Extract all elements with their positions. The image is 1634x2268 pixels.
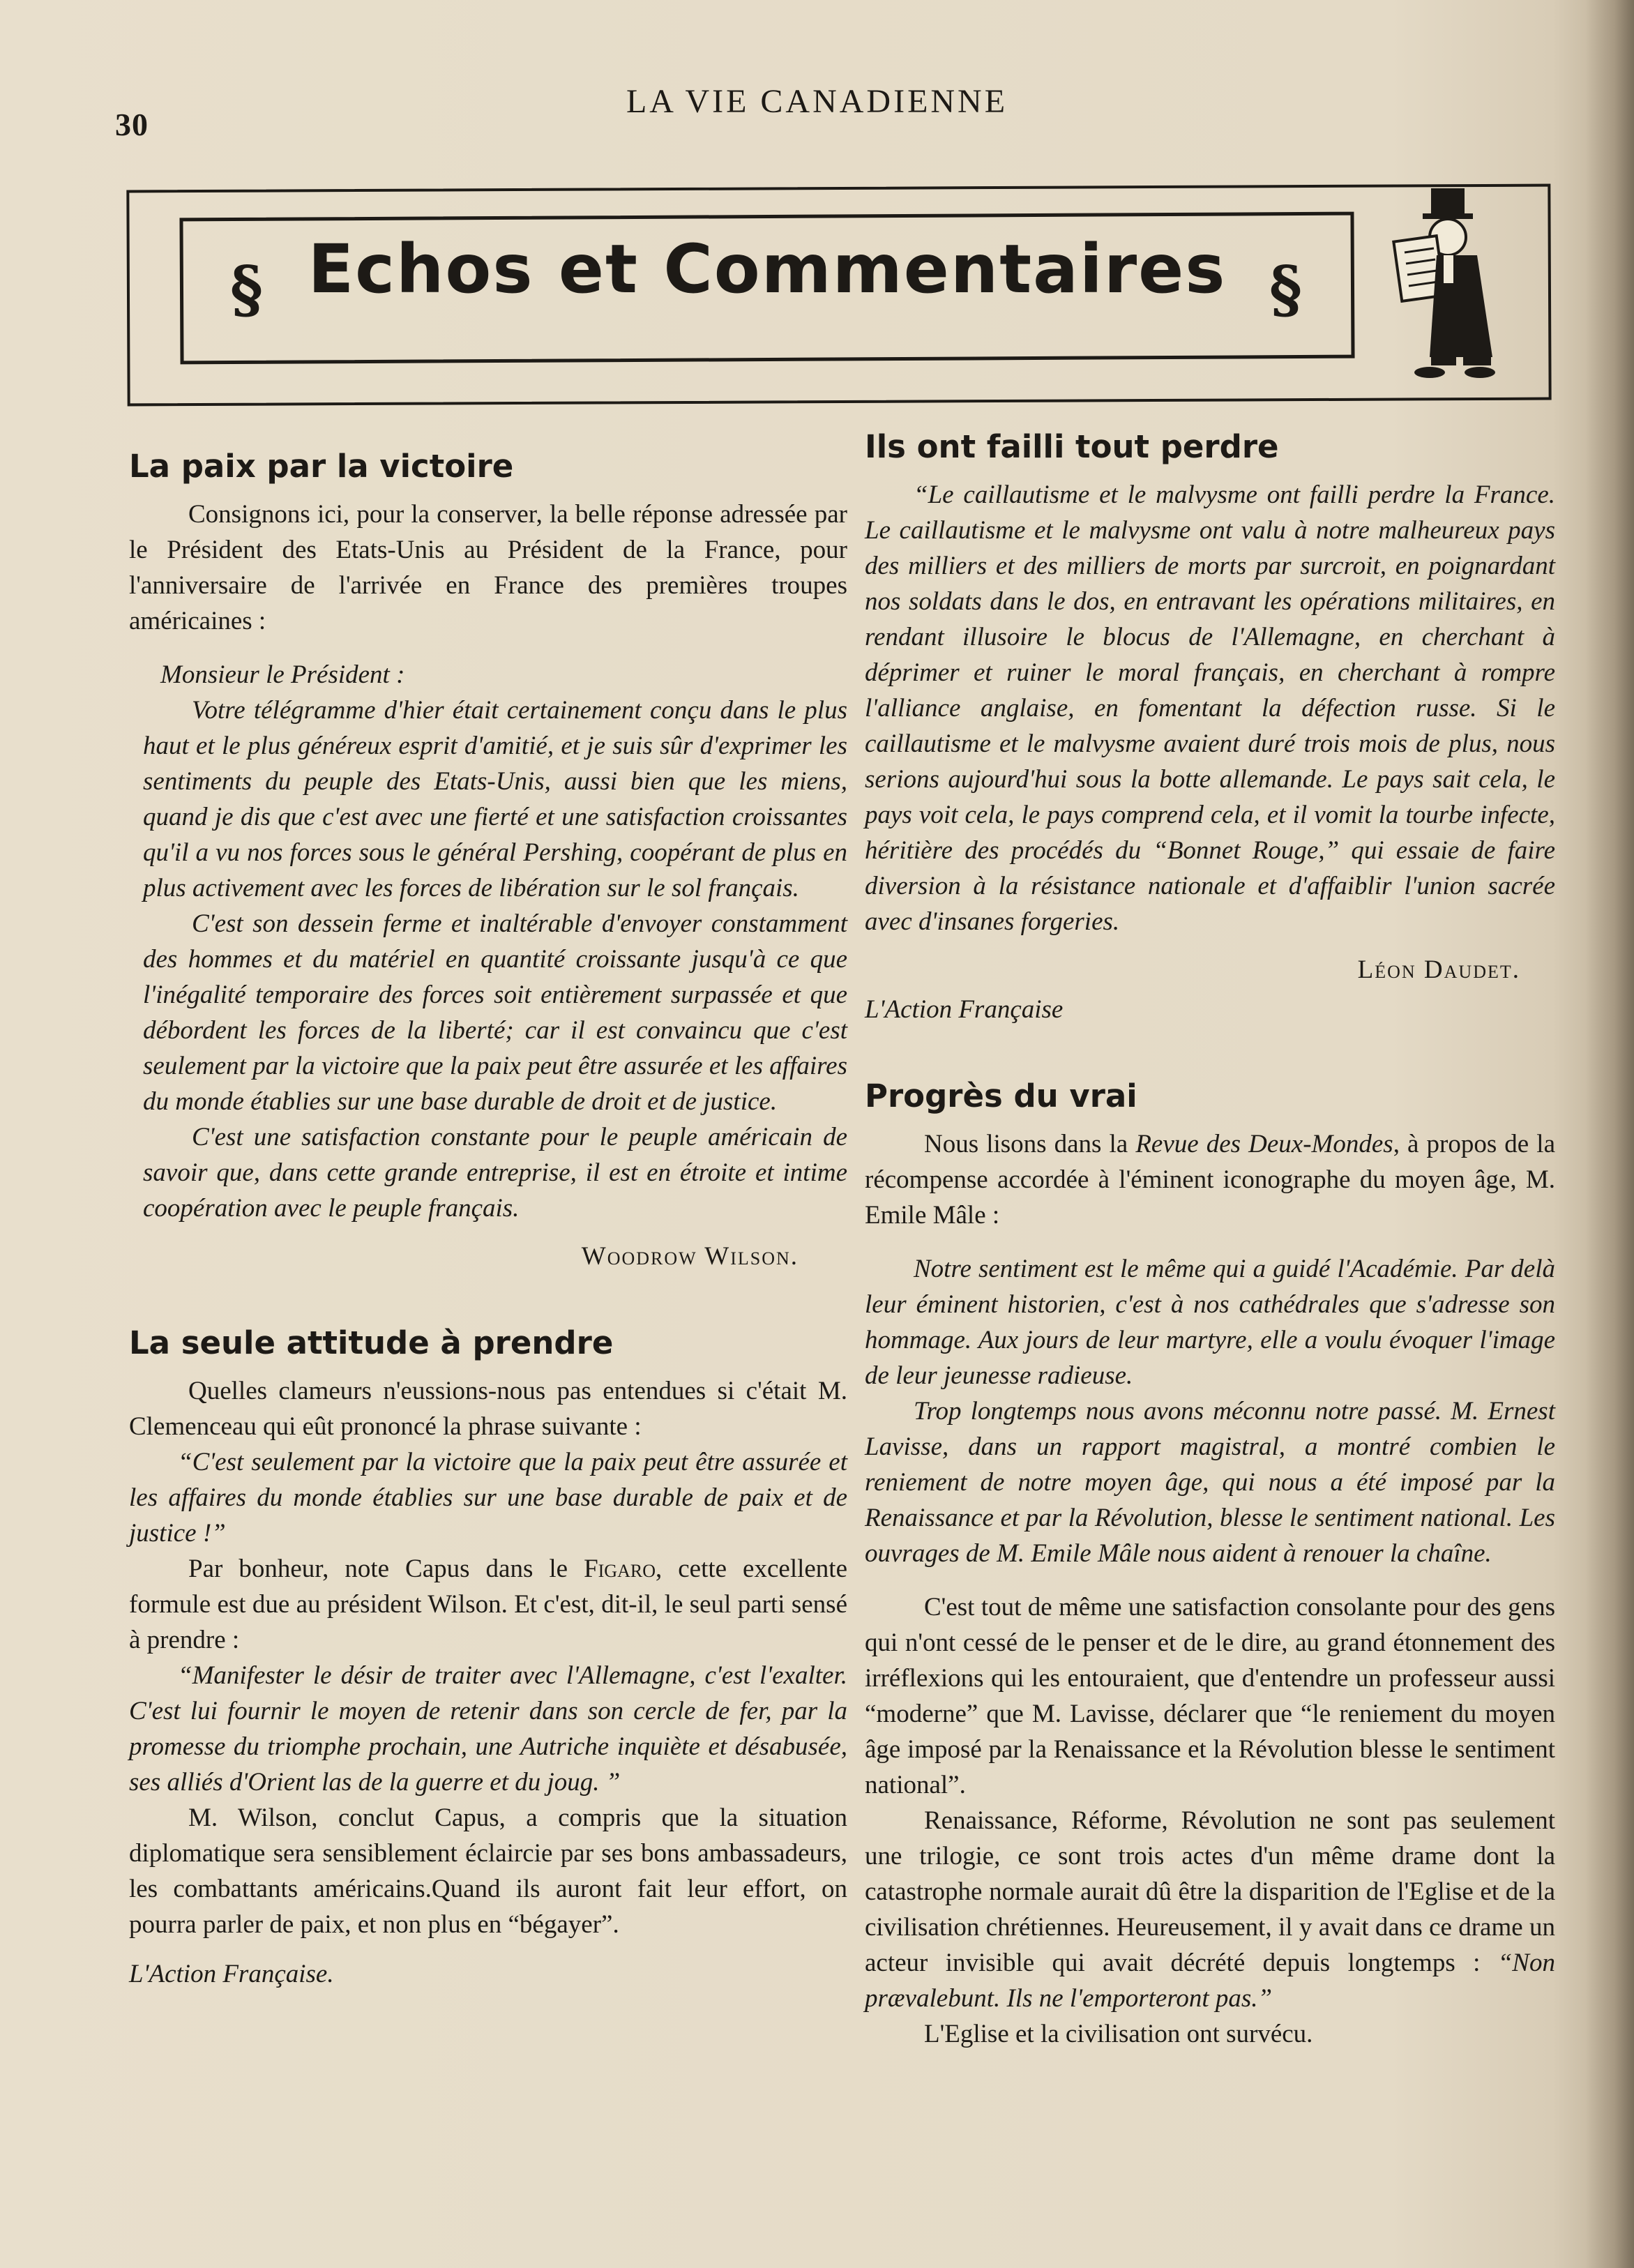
quote: “Manifester le désir de traiter avec l'Allemagne, c'est l'exalter. C'est lui fournir le moyen de retenir dans son cercle de fer, par la promesse du triomphe prochain, une Autriche inquiète et désabusée, ses alliés d'Orient las de la guerre et du joug. ” — [129, 1661, 847, 1797]
right-column — [865, 427, 1555, 2052]
text-run: Par bonheur, note Capus dans le — [188, 1555, 584, 1583]
man-reading-newspaper-icon — [1388, 183, 1520, 381]
wilson-letter — [129, 693, 847, 1226]
heading-ils-ont-failli: Ils ont failli tout perdre — [865, 428, 1279, 465]
section-title: Echos et Commentaires — [308, 230, 1227, 308]
paragraph: C'est une satisfaction constante pour le peuple américain de savoir que, dans cette grande entreprise, il est en étroite et intime coopération avec le peuple français. — [143, 1123, 847, 1223]
quote: Notre sentiment est le même qui a guidé l'Académie. Par delà leur éminent historien, c'est à nos cathédrales que s'adresse son hommage. Aux jours de leur martyre, elle a voulu évoquer l'image de leur jeunesse radieuse. — [865, 1255, 1555, 1390]
heading-progres-du-vrai: Progrès du vrai — [865, 1078, 1137, 1114]
paragraph: Votre télégramme d'hier était certainement conçu dans le plus haut et le plus généreux esprit d'amitié, et je suis sûr d'exprimer les sentiments du peuple des Etats-Unis, aussi bien que les miens, quand je dis que c'est avec une fierté et une satisfaction croissantes qu'il a vu nos forces sous le général Pershing, coopérant de plus en plus activement avec les forces de libération sur le sol français. — [143, 696, 847, 902]
paragraph — [865, 1126, 1555, 1233]
text-run: , à propos de la récompense accordée à l'éminent iconographe du moyen âge, M. Emile Mâle : — [865, 1130, 1556, 1230]
source: L'Action Française. — [129, 1960, 334, 1988]
heading-la-seule-attitude: La seule attitude à prendre — [129, 1324, 614, 1361]
ornament-left-icon: § — [230, 252, 264, 326]
paragraph: C'est son dessein ferme et inaltérable d'envoyer constamment des hommes et du matériel en quantité croissante jusqu'à ce que l'inégalité temporaire des forces soit entièrement surpassée et que débordent les forces de la liberté; car il est convaincu que c'est seulement par la victoire que la paix peut être assurée et les affaires du monde établies sur une base durable de droit et de justice. — [143, 909, 847, 1116]
paragraph: Consignons ici, pour la conserver, la belle réponse adressée par le Président des Etats-Unis au Président de la France, pour l'anniversaire de l'arrivée en France des premières troupes américaines : — [129, 500, 847, 635]
paragraph: L'Eglise et la civilisation ont survécu. — [924, 2020, 1313, 2048]
quote: “C'est seulement par la victoire que la paix peut être assurée et les affaires du monde établies sur une base durable de paix et de justice !” — [129, 1448, 847, 1548]
source: L'Action Française — [865, 995, 1064, 1024]
paragraph: C'est tout de même une satisfaction consolante pour des gens qui n'ont cessé de le penser et de le dire, au grand étonnement des irréflexions qui les entouraient, que d'entendre un professeur aussi “moderne” que M. Lavisse, déclarer que “le reniement du moyen âge imposé par la Renaissance et la Révolution blesse le sentiment national”. — [865, 1593, 1555, 1799]
text-run: , cette excellente formule est due au président Wilson. Et c'est, dit-il, le seul parti sensé à prendre : — [129, 1555, 848, 1654]
ornament-right-icon: § — [1269, 252, 1303, 326]
paragraph — [129, 1551, 847, 1658]
signature: Woodrow Wilson. — [581, 1242, 799, 1271]
page-number: 30 — [115, 107, 149, 142]
quote: “Le caillautisme et le malvysme ont failli perdre la France. Le caillautisme et le malvysme ont valu à notre malheureux pays des milliers et des milliers de morts par surcroit, en poignardant nos soldats dans le dos, en entravant les opérations militaires, en rendant illusoire le blocus de l'Allemagne, en cherchant à déprimer et ruiner le moral français, en cherchant à rompre l'alliance anglaise, en fomentant la défection russe. Si le caillautisme et le malvysme avaient duré trois mois de plus, nous serions aujourd'hui sous la botte allemande. Le pays sait cela, le pays voit cela, le pays comprend cela, et il vomit la tourbe infecte, héritière des procédés du “Bonnet Rouge,” qui essaie de faire diversion à la résistance nationale et d'affaiblir l'union sacrée avec d'insanes forgeries. — [865, 481, 1555, 936]
page-spine-shadow — [1585, 0, 1634, 2268]
paragraph: M. Wilson, conclut Capus, a compris que la situation diplomatique sera sensiblement éclaircie par ses bons ambassadeurs, les combattants américains.Quand ils auront fait leur effort, on pourra parler de paix, et non plus en “bégayer”. — [129, 1804, 847, 1939]
paragraph — [865, 1803, 1555, 2016]
text-run: Renaissance, Réforme, Révolution ne sont pas seulement une trilogie, ce sont trois actes d'un même drame dont la catastrophe normale aurait dû être la disparition de l'Eglise et de la civilisation chrétiennes. Heureusement, il y avait dans ce drame un acteur invisible qui avait décrété depuis longtemps : — [865, 1806, 1555, 1977]
latin-quote: “Non prævalebunt. Ils ne l'emporteront pas.” — [865, 1949, 1555, 2013]
paragraph: Quelles clameurs n'eussions-nous pas entendues si c'était M. Clemenceau qui eût prononcé la phrase suivante : — [129, 1377, 847, 1441]
publication-name: Revue des Deux-Mondes — [1135, 1130, 1393, 1158]
text-run: Nous lisons dans la — [924, 1130, 1136, 1158]
salutation: Monsieur le Président : — [160, 660, 405, 689]
heading-la-paix-par-la-victoire: La paix par la victoire — [129, 448, 514, 485]
quote: Trop longtemps nous avons méconnu notre passé. M. Ernest Lavisse, dans un rapport magistral, a montré combien le reniement de notre moyen âge, qui nous a été imposé par la Renaissance et par la Révolution, blesse le sentiment national. Les ouvrages de M. Emile Mâle nous aident à renouer la chaîne. — [865, 1397, 1555, 1568]
signature: Léon Daudet. — [1357, 955, 1520, 984]
publication-name: Figaro — [584, 1555, 656, 1583]
running-title: LA VIE CANADIENNE — [626, 83, 1008, 120]
left-column — [129, 446, 847, 1992]
